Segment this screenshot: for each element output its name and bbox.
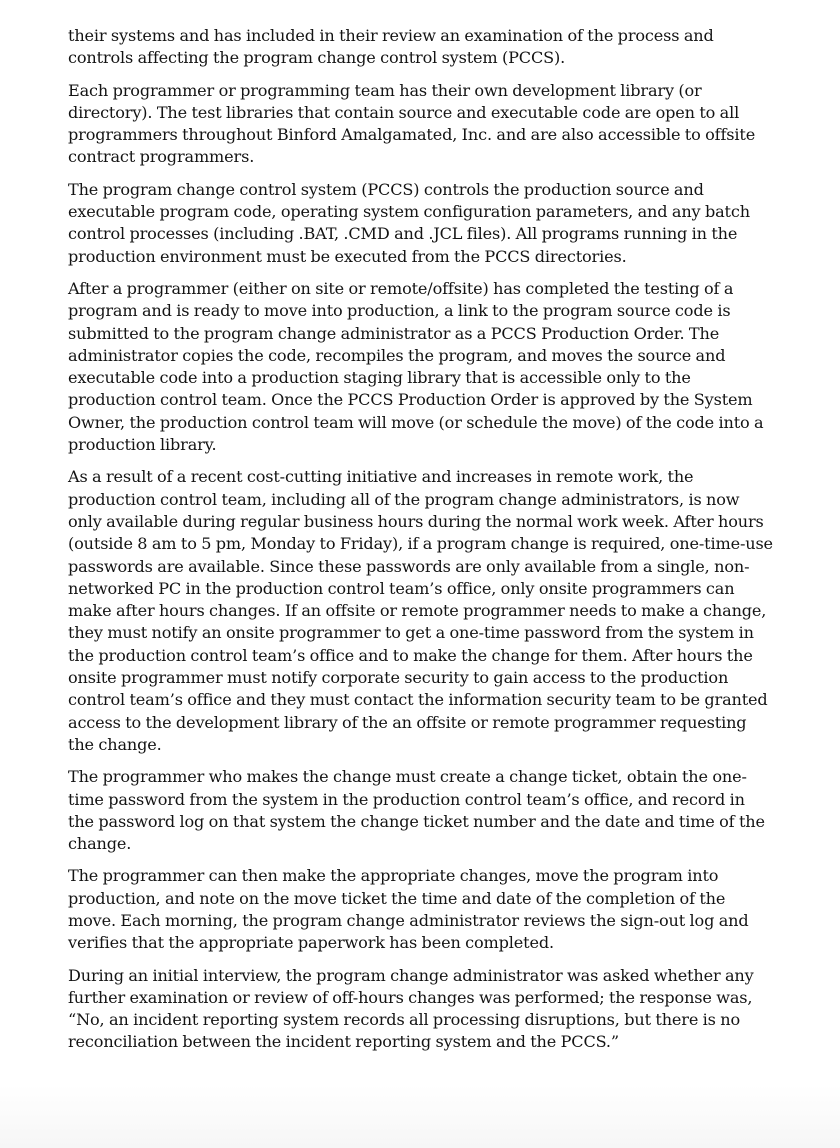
text-line: only available during regular business hours during the normal work week. After hours — [68, 511, 764, 531]
paragraph-after-hours — [68, 466, 788, 756]
text-line: the production control team’s office and to make the change for them. After hours the — [68, 645, 753, 665]
text-line: the password log on that system the change ticket number and the date and time of the — [68, 811, 765, 831]
text-line: During an initial interview, the program change administrator was asked whether any — [68, 965, 754, 985]
paragraph-move-ticket — [68, 865, 788, 954]
paragraph-review-scope — [68, 25, 788, 70]
text-line: (outside 8 am to 5 pm, Monday to Friday), if a program change is required, one-time-use — [68, 534, 773, 554]
text-line: production control team, including all of the program change administrators, is now — [68, 489, 740, 509]
text-line: change. — [68, 834, 132, 854]
text-line: control team’s office and they must contact the information security team to be granted — [68, 690, 768, 710]
paragraph-interview — [68, 965, 788, 1054]
text-line: programmers throughout Binford Amalgamated, Inc. and are also accessible to offsite — [68, 125, 756, 145]
text-line: executable code into a production staging library that is accessible only to the — [68, 368, 691, 388]
text-line: executable program code, operating system configuration parameters, and any batch — [68, 202, 750, 222]
text-line: control processes (including .BAT, .CMD and .JCL files). All programs running in the — [68, 224, 738, 244]
paragraph-production-order — [68, 278, 788, 456]
text-line: contract programmers. — [68, 147, 255, 167]
text-line: After a programmer (either on site or remote/offsite) has completed the testing of a — [68, 278, 734, 298]
text-line: The programmer who makes the change must create a change ticket, obtain the one- — [68, 767, 747, 787]
text-line: networked PC in the production control team’s office, only onsite programmers can — [68, 578, 735, 598]
text-line: verifies that the appropriate paperwork has been completed. — [68, 933, 554, 953]
text-line: access to the development library of the an offsite or remote programmer requesting — [68, 712, 747, 732]
document-body — [68, 25, 788, 1064]
text-line: Each programmer or programming team has their own development library (or — [68, 80, 702, 100]
text-line: As a result of a recent cost-cutting initiative and increases in remote work, the — [68, 467, 694, 487]
text-line: “No, an incident reporting system records all processing disruptions, but there is no — [68, 1010, 740, 1030]
paragraph-pccs-controls — [68, 179, 788, 268]
text-line: directory). The test libraries that contain source and executable code are open to all — [68, 102, 740, 122]
text-line: The program change control system (PCCS) controls the production source and — [68, 179, 704, 199]
text-line: move. Each morning, the program change administrator reviews the sign-out log and — [68, 910, 749, 930]
text-line: production, and note on the move ticket the time and date of the completion of the — [68, 888, 726, 908]
text-line: their systems and has included in their review an examination of the process and — [68, 26, 714, 45]
text-line: passwords are available. Since these passwords are only available from a single, non- — [68, 556, 750, 576]
text-line: The programmer can then make the appropriate changes, move the program into — [68, 866, 719, 886]
paragraph-development-libraries — [68, 80, 788, 169]
text-line: reconciliation between the incident reporting system and the PCCS.” — [68, 1032, 619, 1052]
text-line: production environment must be executed from the PCCS directories. — [68, 246, 627, 266]
text-line: the change. — [68, 734, 162, 754]
text-line: controls affecting the program change control system (PCCS). — [68, 48, 566, 68]
text-line: time password from the system in the production control team’s office, and record in — [68, 789, 745, 809]
paragraph-change-ticket — [68, 766, 788, 855]
text-line: onsite programmer must notify corporate security to gain access to the production — [68, 668, 729, 688]
text-line: Owner, the production control team will move (or schedule the move) of the code into a — [68, 412, 764, 432]
text-line: they must notify an onsite programmer to get a one-time password from the system in — [68, 623, 754, 643]
text-line: production library. — [68, 435, 217, 455]
text-line: submitted to the program change administrator as a PCCS Production Order. The — [68, 323, 720, 343]
text-line: program and is ready to move into production, a link to the program source code is — [68, 301, 731, 321]
text-line: production control team. Once the PCCS Production Order is approved by the System — [68, 390, 753, 410]
text-line: further examination or review of off-hours changes was performed; the response was, — [68, 987, 753, 1007]
text-line: make after hours changes. If an offsite or remote programmer needs to make a change, — [68, 601, 767, 621]
text-line: administrator copies the code, recompiles the program, and moves the source and — [68, 345, 726, 365]
